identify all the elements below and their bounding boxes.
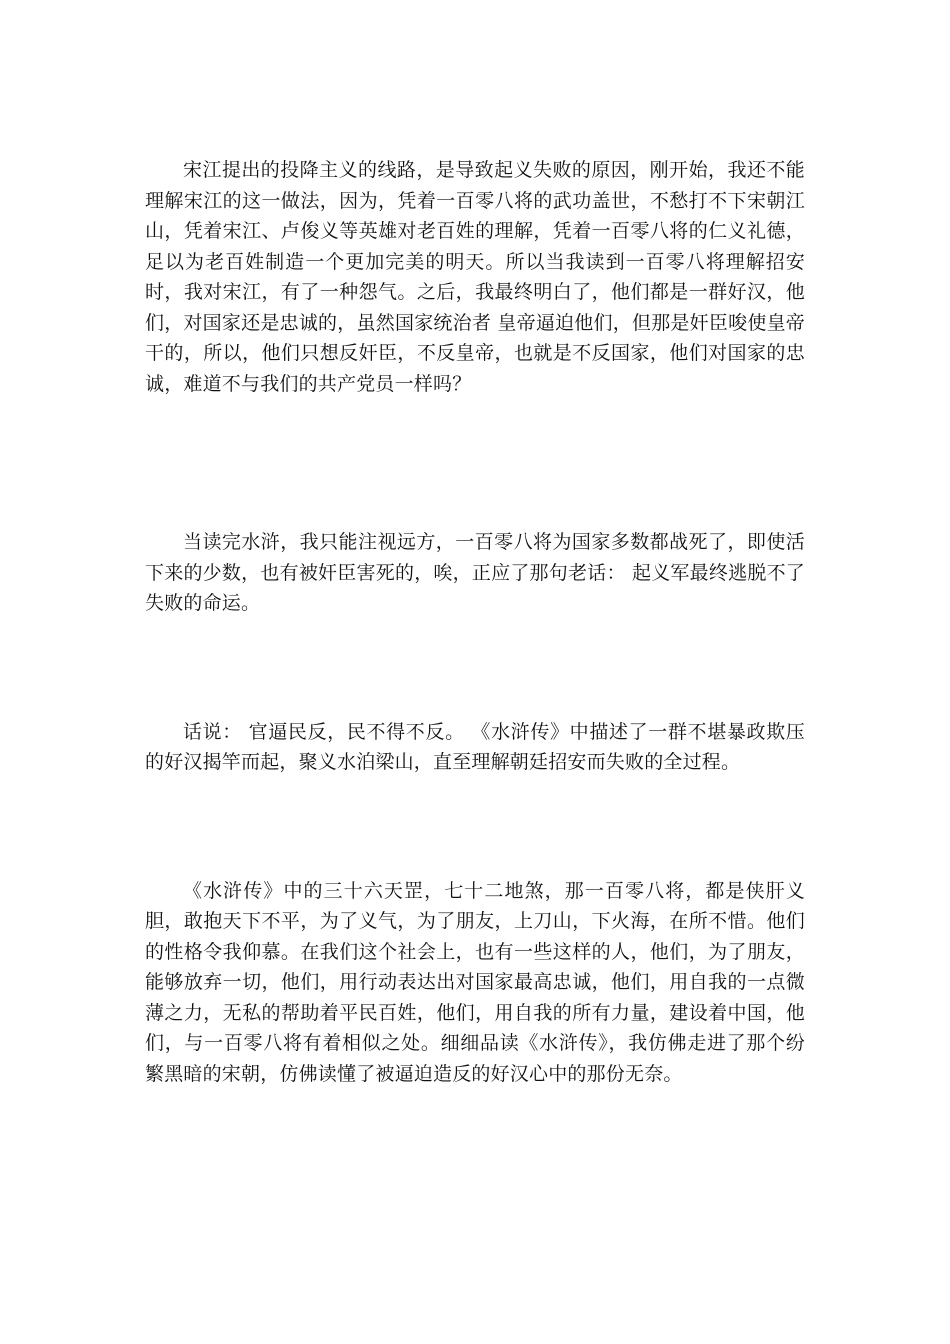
paragraph-2: 当读完水浒，我只能注视远方，一百零八将为国家多数都战死了，即使活下来的少数，也有被奸臣害死的，唉，正应了那句老话： 起义军最终逃脱不了失败的命运。 — [145, 531, 805, 614]
paragraph-3: 话说： 官逼民反，民不得不反。 《水浒传》中描述了一群不堪暴政欺压的好汉揭竿而起，聚义水泊梁山，直至理解朝廷招安而失败的全过程。 — [145, 720, 805, 773]
paragraph-4: 《水浒传》中的三十六天罡，七十二地煞，那一百零八将，都是侠肝义胆，敢抱天下不平，为了义气，为了朋友，上刀山，下火海，在所不惜。他们的性格令我仰慕。在我们这个社会上，也有一些这样的人，他们，为了朋友，能够放弃一切，他们，用行动表达出对国家最高忠诚，他们，用自我的一点微薄之力，无私的帮助着平民百姓，他们，用自我的所有力量，建设着中国，他们，与一百零八将有着相似之处。细细品读《水浒传》，我仿佛走进了那个纷繁黑暗的宋朝，仿佛读懂了被逼迫造反的好汉心中的那份无奈。 — [145, 879, 805, 1085]
document-body — [145, 155, 805, 1089]
paragraph-1: 宋江提出的投降主义的线路，是导致起义失败的原因，刚开始，我还不能理解宋江的这一做法，因为，凭着一百零八将的武功盖世，不愁打不下宋朝江山，凭着宋江、卢俊义等英雄对老百姓的理解，凭着一百零八将的仁义礼德，足以为老百姓制造一个更加完美的明天。所以当我读到一百零八将理解招安时，我对宋江，有了一种怨气。之后，我最终明白了，他们都是一群好汉，他们，对国家还是忠诚的，虽然国家统治者 皇帝逼迫他们，但那是奸臣唆使皇帝干的，所以，他们只想反奸臣，不反皇帝，也就是不反国家，他们对国家的忠诚，难道不与我们的共产党员一样吗？ — [145, 159, 805, 395]
